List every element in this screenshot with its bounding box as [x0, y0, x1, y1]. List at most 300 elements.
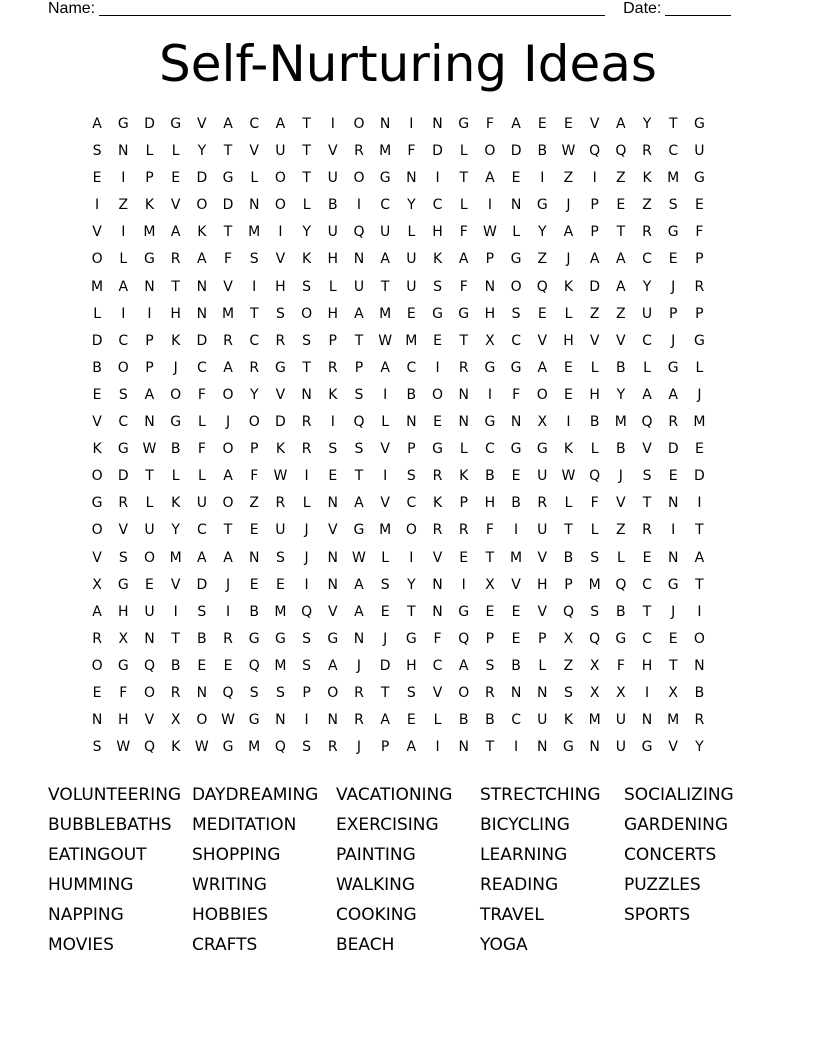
grid-cell: V [327, 603, 338, 620]
grid-cell: D [432, 143, 443, 160]
grid-cell: E [249, 576, 259, 593]
grid-cell: W [116, 739, 131, 756]
grid-cell: V [589, 332, 600, 349]
grid-cell: R [354, 712, 364, 729]
grid-cell: E [459, 549, 469, 566]
grid-cell: Y [642, 278, 652, 295]
grid-cell: P [485, 251, 495, 268]
grid-cell: H [118, 603, 129, 620]
grid-cell: E [145, 576, 154, 593]
grid-cell: N [91, 712, 103, 729]
grid-row [84, 493, 713, 520]
grid-cell: S [642, 468, 652, 485]
grid-cell: G [379, 170, 391, 187]
grid-cell: I [697, 495, 702, 512]
grid-cell: A [616, 116, 626, 132]
grid-cell: N [458, 414, 469, 431]
grid-cell: R [354, 143, 364, 160]
grid-cell: B [537, 143, 548, 160]
grid-cell: G [484, 414, 496, 431]
grid-cell: V [380, 495, 390, 512]
grid-cell: E [223, 657, 233, 674]
grid-cell: Q [143, 739, 155, 756]
grid-cell: L [433, 712, 442, 729]
grid-cell: X [92, 576, 102, 593]
grid-cell: I [514, 739, 519, 756]
grid-cell: R [223, 630, 233, 647]
grid-cell: X [537, 414, 548, 431]
grid-cell: A [380, 359, 390, 376]
grid-cell: E [694, 441, 704, 458]
grid-cell: Q [615, 576, 627, 593]
grid-cell: V [170, 576, 181, 593]
grid-cell: S [92, 143, 102, 160]
grid-cell: G [458, 305, 470, 322]
grid-cell: I [487, 386, 492, 403]
grid-cell: V [380, 441, 390, 458]
grid-cell: A [563, 224, 574, 241]
grid-cell: N [327, 495, 339, 512]
grid-cell: I [540, 170, 545, 187]
grid-cell: B [616, 603, 626, 620]
grid-cell: S [590, 603, 600, 620]
grid-cell: F [590, 495, 599, 512]
grid-cell: M [169, 549, 182, 566]
grid-cell: R [249, 359, 260, 376]
grid-cell: D [694, 468, 705, 485]
grid-cell: Q [274, 739, 286, 756]
name-line [99, 0, 605, 16]
grid-cell: G [274, 359, 286, 376]
grid-cell: I [435, 170, 440, 187]
grid-cell: I [95, 197, 100, 214]
word-item: PUZZLES [624, 875, 701, 895]
grid-cell: U [641, 305, 653, 322]
grid-cell: N [406, 414, 417, 431]
grid-cell: A [223, 116, 233, 132]
grid-cell: N [510, 197, 522, 214]
grid-cell: P [538, 630, 547, 647]
grid-cell: K [171, 495, 181, 512]
grid-cell: K [642, 170, 652, 187]
grid-cell: L [381, 414, 390, 431]
word-item: EATINGOUT [48, 845, 147, 865]
grid-cell: M [379, 305, 392, 322]
grid-cell: E [564, 116, 573, 132]
grid-cell: N [248, 197, 260, 214]
grid-cell: N [458, 739, 469, 756]
grid-cell: E [616, 197, 626, 214]
grid-cell: Z [563, 657, 574, 674]
grid-cell: T [695, 576, 704, 593]
grid-cell: E [564, 386, 573, 403]
grid-cell: B [485, 468, 495, 485]
grid-row [84, 548, 713, 575]
grid-cell: A [537, 359, 548, 376]
grid-cell: G [248, 630, 260, 647]
grid-cell: G [222, 739, 234, 756]
word-item: SHOPPING [192, 845, 281, 865]
grid-cell: D [667, 441, 679, 458]
grid-cell: R [642, 224, 652, 241]
grid-cell: Z [616, 522, 626, 539]
grid-cell: N [379, 116, 391, 132]
grid-cell: V [118, 522, 129, 539]
grid-cell: C [196, 359, 207, 376]
grid-cell: U [275, 522, 286, 539]
grid-cell: I [278, 224, 283, 241]
grid-cell: K [432, 251, 443, 268]
grid-cell: Q [353, 224, 365, 241]
grid-cell: S [668, 197, 678, 214]
grid-cell: I [409, 116, 414, 132]
grid-cell: O [222, 386, 234, 403]
grid-cell: R [642, 143, 652, 160]
grid-cell: S [380, 576, 390, 593]
grid-cell: E [485, 603, 495, 620]
grid-cell: L [145, 143, 154, 160]
grid-cell: M [614, 414, 627, 431]
grid-cell: B [485, 712, 495, 729]
grid-row [84, 656, 713, 683]
grid-cell: O [91, 657, 103, 674]
word-item: COOKING [336, 905, 417, 925]
grid-row [84, 358, 713, 385]
grid-cell: Y [538, 224, 547, 241]
grid-cell: C [642, 576, 652, 593]
grid-cell: G [458, 116, 470, 132]
grid-cell: G [170, 414, 182, 431]
grid-cell: U [615, 739, 626, 756]
grid-cell: J [671, 332, 676, 349]
grid-cell: X [118, 630, 129, 647]
grid-cell: U [406, 251, 417, 268]
grid-cell: J [356, 657, 362, 674]
grid-cell: U [275, 143, 286, 160]
grid-cell: E [328, 468, 338, 485]
grid-row [84, 277, 713, 304]
grid-cell: Y [197, 143, 207, 160]
word-item: HOBBIES [192, 905, 269, 925]
grid-cell: E [511, 170, 521, 187]
grid-cell: A [354, 576, 364, 593]
grid-cell: V [249, 143, 259, 160]
grid-cell: T [145, 468, 154, 485]
grid-cell: O [353, 170, 365, 187]
grid-cell: V [327, 143, 338, 160]
grid-cell: N [327, 549, 339, 566]
word-list [48, 780, 768, 960]
grid-cell: R [223, 332, 233, 349]
grid-cell: C [380, 197, 391, 214]
grid-cell: N [196, 305, 208, 322]
grid-cell: I [383, 386, 388, 403]
grid-cell: L [590, 522, 599, 539]
grid-cell: E [668, 468, 678, 485]
grid-cell: M [248, 224, 261, 241]
grid-cell: T [485, 739, 495, 756]
grid-cell: R [354, 684, 364, 701]
grid-cell: I [173, 603, 178, 620]
grid-cell: V [170, 197, 181, 214]
grid-cell: L [616, 549, 625, 566]
grid-cell: O [693, 630, 705, 647]
grid-cell: L [171, 143, 180, 160]
grid-cell: O [143, 549, 155, 566]
grid-cell: T [407, 603, 416, 620]
date-line [665, 0, 731, 16]
grid-cell: I [592, 170, 597, 187]
grid-cell: S [354, 386, 364, 403]
grid-cell: G [510, 251, 522, 268]
grid-cell: E [197, 657, 207, 674]
grid-cell: U [327, 224, 338, 241]
grid-cell: N [406, 170, 417, 187]
grid-cell: W [221, 712, 235, 729]
grid-cell: X [563, 630, 574, 647]
grid-cell: N [327, 576, 339, 593]
grid-cell: V [92, 224, 102, 241]
grid-cell: O [484, 143, 496, 160]
grid-cell: L [564, 305, 573, 322]
grid-cell: O [274, 170, 286, 187]
grid-cell: R [668, 414, 679, 431]
grid-cell: P [145, 359, 154, 376]
grid-cell: N [667, 549, 679, 566]
grid-cell: O [353, 116, 365, 132]
grid-cell: V [642, 441, 652, 458]
grid-cell: U [380, 224, 391, 241]
grid-cell: V [327, 522, 338, 539]
grid-cell: H [589, 386, 600, 403]
grid-cell: S [590, 549, 600, 566]
grid-cell: Y [407, 197, 416, 214]
grid-cell: S [275, 305, 285, 322]
grid-cell: M [588, 712, 601, 729]
grid-cell: J [304, 549, 309, 566]
word-item: EXERCISING [336, 815, 439, 835]
grid-cell: P [380, 739, 390, 756]
grid-cell: V [616, 332, 626, 349]
grid-cell: L [302, 495, 311, 512]
grid-row [84, 385, 713, 412]
grid-cell: T [302, 359, 311, 376]
grid-cell: G [170, 116, 182, 132]
grid-cell: I [304, 712, 309, 729]
grid-cell: N [196, 278, 208, 295]
word-item: MOVIES [48, 935, 114, 955]
grid-cell: E [694, 197, 704, 214]
word-item: LEARNING [480, 845, 568, 865]
grid-cell: S [511, 305, 521, 322]
grid-cell: A [668, 386, 678, 403]
grid-cell: J [671, 278, 676, 295]
grid-cell: F [485, 116, 494, 132]
grid-cell: Y [171, 522, 180, 539]
grid-cell: R [485, 684, 495, 701]
grid-cell: C [432, 657, 443, 674]
grid-cell: L [197, 414, 206, 431]
grid-cell: F [616, 657, 625, 674]
grid-cell: B [406, 386, 417, 403]
grid-cell: B [458, 712, 469, 729]
grid-cell: U [327, 170, 338, 187]
grid-row [84, 439, 713, 466]
grid-cell: J [566, 197, 571, 214]
grid-cell: P [459, 495, 468, 512]
grid-cell: T [380, 684, 390, 701]
grid-row [84, 629, 713, 656]
grid-cell: V [275, 251, 286, 268]
grid-cell: B [511, 657, 521, 674]
grid-cell: X [170, 712, 181, 729]
grid-cell: M [693, 414, 706, 431]
grid-cell: V [92, 549, 102, 566]
grid-cell: N [641, 712, 653, 729]
grid-cell: W [273, 468, 288, 485]
grid-cell: I [671, 522, 676, 539]
grid-cell: T [668, 116, 678, 132]
grid-cell: O [170, 386, 182, 403]
grid-cell: R [432, 468, 443, 485]
grid-cell: G [667, 576, 679, 593]
grid-cell: V [275, 386, 286, 403]
grid-cell: C [511, 332, 521, 349]
grid-cell: L [171, 468, 180, 485]
grid-cell: G [458, 603, 470, 620]
grid-cell: J [618, 468, 623, 485]
grid-cell: L [119, 251, 128, 268]
grid-cell: B [327, 197, 338, 214]
grid-cell: I [461, 576, 466, 593]
grid-cell: T [302, 170, 311, 187]
grid-cell: A [380, 712, 390, 729]
grid-cell: E [92, 170, 102, 187]
grid-row [84, 168, 713, 195]
grid-cell: I [487, 197, 492, 214]
grid-cell: I [514, 522, 519, 539]
grid-cell: Q [353, 414, 365, 431]
grid-cell: N [537, 684, 548, 701]
grid-cell: E [92, 684, 102, 701]
grid-cell: A [485, 170, 495, 187]
grid-cell: F [459, 224, 468, 241]
grid-cell: X [485, 332, 495, 349]
grid-cell: S [564, 684, 573, 701]
grid-cell: P [590, 197, 599, 214]
grid-cell: E [433, 414, 442, 431]
grid-cell: V [589, 116, 600, 132]
grid-cell: T [642, 495, 652, 512]
grid-cell: D [196, 170, 208, 187]
grid-cell: O [117, 359, 129, 376]
grid-cell: T [354, 468, 364, 485]
grid-cell: X [616, 684, 626, 701]
grid-cell: J [173, 359, 178, 376]
grid-cell: L [93, 305, 101, 322]
grid-cell: A [170, 224, 181, 241]
grid-cell: B [170, 441, 181, 458]
grid-cell: K [563, 712, 574, 729]
grid-cell: B [616, 359, 626, 376]
grid-cell: U [537, 468, 548, 485]
grid-cell: Y [302, 224, 311, 241]
grid-cell: G [327, 630, 339, 647]
grid-cell: G [667, 359, 679, 376]
grid-cell: A [589, 251, 600, 268]
grid-cell: E [171, 170, 181, 187]
grid-cell: A [458, 657, 469, 674]
grid-cell: O [510, 278, 522, 295]
grid-cell: E [433, 332, 442, 349]
word-item: VACATIONING [336, 785, 453, 805]
grid-cell: L [695, 359, 704, 376]
grid-cell: G [91, 495, 103, 512]
grid-cell: S [433, 278, 442, 295]
grid-cell: F [407, 143, 416, 160]
word-item: CONCERTS [624, 845, 717, 865]
grid-cell: W [561, 143, 576, 160]
grid-cell: N [667, 495, 679, 512]
grid-row [84, 304, 713, 331]
grid-cell: A [616, 278, 626, 295]
grid-cell: H [327, 305, 339, 322]
grid-cell: I [409, 549, 414, 566]
grid-row [84, 412, 713, 439]
grid-cell: F [197, 386, 206, 403]
grid-cell: L [590, 359, 599, 376]
grid-cell: A [458, 251, 469, 268]
grid-cell: R [118, 495, 129, 512]
grid-row [84, 710, 713, 737]
grid-cell: O [274, 197, 286, 214]
grid-cell: M [274, 603, 287, 620]
grid-cell: I [330, 414, 335, 431]
grid-cell: K [197, 224, 207, 241]
grid-cell: A [197, 549, 207, 566]
grid-cell: H [327, 251, 339, 268]
grid-cell: C [485, 441, 495, 458]
grid-cell: K [459, 468, 469, 485]
grid-cell: B [249, 603, 260, 620]
grid-cell: I [566, 414, 571, 431]
grid-cell: K [171, 739, 181, 756]
grid-cell: L [145, 495, 154, 512]
grid-cell: Y [642, 116, 652, 132]
grid-cell: N [248, 549, 260, 566]
grid-cell: S [197, 603, 207, 620]
grid-cell: H [484, 495, 496, 512]
grid-cell: M [405, 332, 418, 349]
grid-cell: J [356, 739, 362, 756]
grid-cell: L [250, 170, 259, 187]
grid-cell: C [196, 522, 207, 539]
grid-cell: P [564, 576, 573, 593]
grid-cell: S [118, 386, 128, 403]
grid-cell: Q [641, 414, 653, 431]
grid-cell: H [275, 278, 286, 295]
grid-cell: N [118, 143, 129, 160]
grid-cell: V [197, 116, 207, 132]
word-item: MEDITATION [192, 815, 297, 835]
grid-row [84, 683, 713, 710]
word-item: HUMMING [48, 875, 134, 895]
grid-cell: A [354, 305, 364, 322]
grid-cell: N [327, 712, 339, 729]
word-item: CRAFTS [192, 935, 258, 955]
grid-cell: H [406, 657, 417, 674]
grid-cell: S [406, 468, 416, 485]
